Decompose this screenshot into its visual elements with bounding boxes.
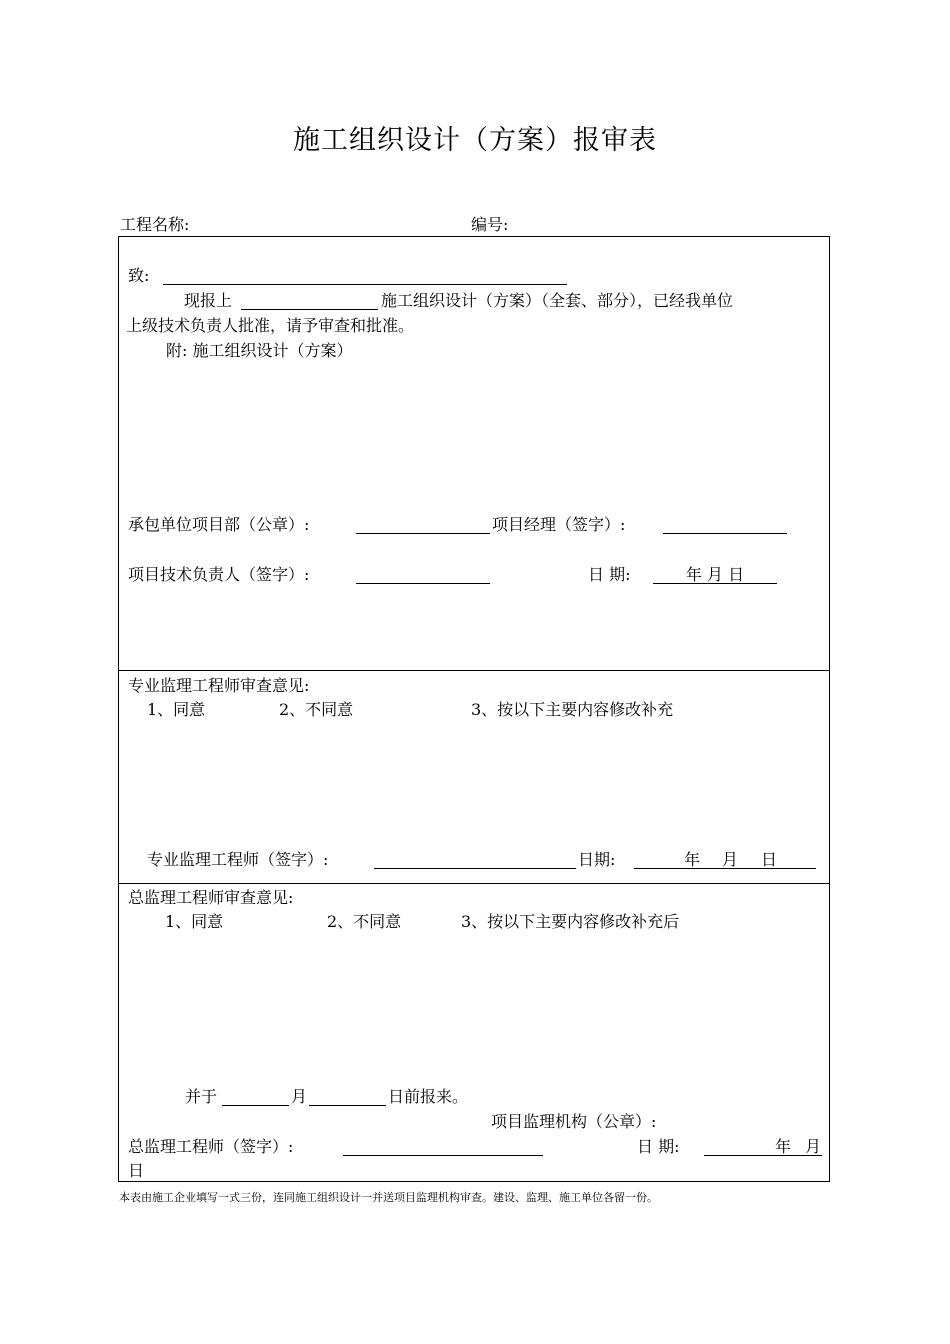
resubmit-month-label: 月 [291,1087,308,1106]
project-manager-label: 项目经理（签字）: [492,515,626,534]
contractor-seal-field[interactable] [356,515,490,534]
addressee-field[interactable] [163,266,567,285]
specialist-date-year: 年 [684,850,701,869]
to-label: 致: [128,266,150,285]
footnote: 本表由施工企业填写一式三份，连同施工组织设计一并送项目监理机构审查。建设、监理、施工单位各留一份。 [119,1191,658,1204]
supervision-org-seal-label: 项目监理机构（公章）: [491,1112,657,1131]
report-line-2: 上级技术负责人批准，请予审查和批准。 [126,316,415,335]
section-divider-1 [118,670,830,671]
date-field-1[interactable]: 年 月 日 [653,565,777,584]
specialist-signer-label: 专业监理工程师（签字）: [147,850,329,869]
chief-signer-label: 总监理工程师（签字）: [128,1137,294,1156]
specialist-option-disagree[interactable]: 2、不同意 [279,700,354,719]
resubmit-day-field[interactable] [309,1087,386,1106]
project-manager-field[interactable] [663,515,787,534]
tech-lead-field[interactable] [356,565,490,584]
attachment-note: 附: 施工组织设计（方案） [166,341,353,360]
specialist-review-heading: 专业监理工程师审查意见: [128,676,310,695]
chief-date-year: 年 [775,1137,792,1156]
chief-review-heading: 总监理工程师审查意见: [128,888,294,907]
specialist-option-revise[interactable]: 3、按以下主要内容修改补充 [471,700,674,719]
specialist-signature-field[interactable] [374,850,576,869]
chief-signature-field[interactable] [343,1137,543,1156]
chief-option-agree[interactable]: 1、同意 [165,912,224,931]
date-label-1: 日 期: [588,565,631,584]
chief-date-label: 日 期: [637,1137,680,1156]
specialist-date-month: 月 [722,850,739,869]
chief-date-month: 月 [805,1137,822,1156]
report-suffix: 施工组织设计（方案）（全套、部分），已经我单位 [381,291,734,310]
specialist-date-day: 日 [761,850,778,869]
page-title: 施工组织设计（方案）报审表 [293,125,657,156]
project-name-label: 工程名称: [120,215,190,234]
specialist-option-agree[interactable]: 1、同意 [147,700,206,719]
chief-date-day: 日 [128,1161,145,1180]
project-name-field[interactable] [241,291,378,310]
chief-option-disagree[interactable]: 2、不同意 [327,912,402,931]
number-label: 编号: [471,215,509,234]
resubmit-month-field[interactable] [222,1087,289,1106]
contractor-seal-label: 承包单位项目部（公章）: [128,515,310,534]
chief-option-revise[interactable]: 3、按以下主要内容修改补充后 [461,912,680,931]
resubmit-suffix: 日前报来。 [388,1087,469,1106]
tech-lead-label: 项目技术负责人（签字）: [128,565,310,584]
report-prefix: 现报上 [184,291,233,310]
resubmit-prefix: 并于 [185,1087,218,1106]
specialist-date-label: 日期: [578,850,616,869]
section-divider-2 [118,883,830,884]
